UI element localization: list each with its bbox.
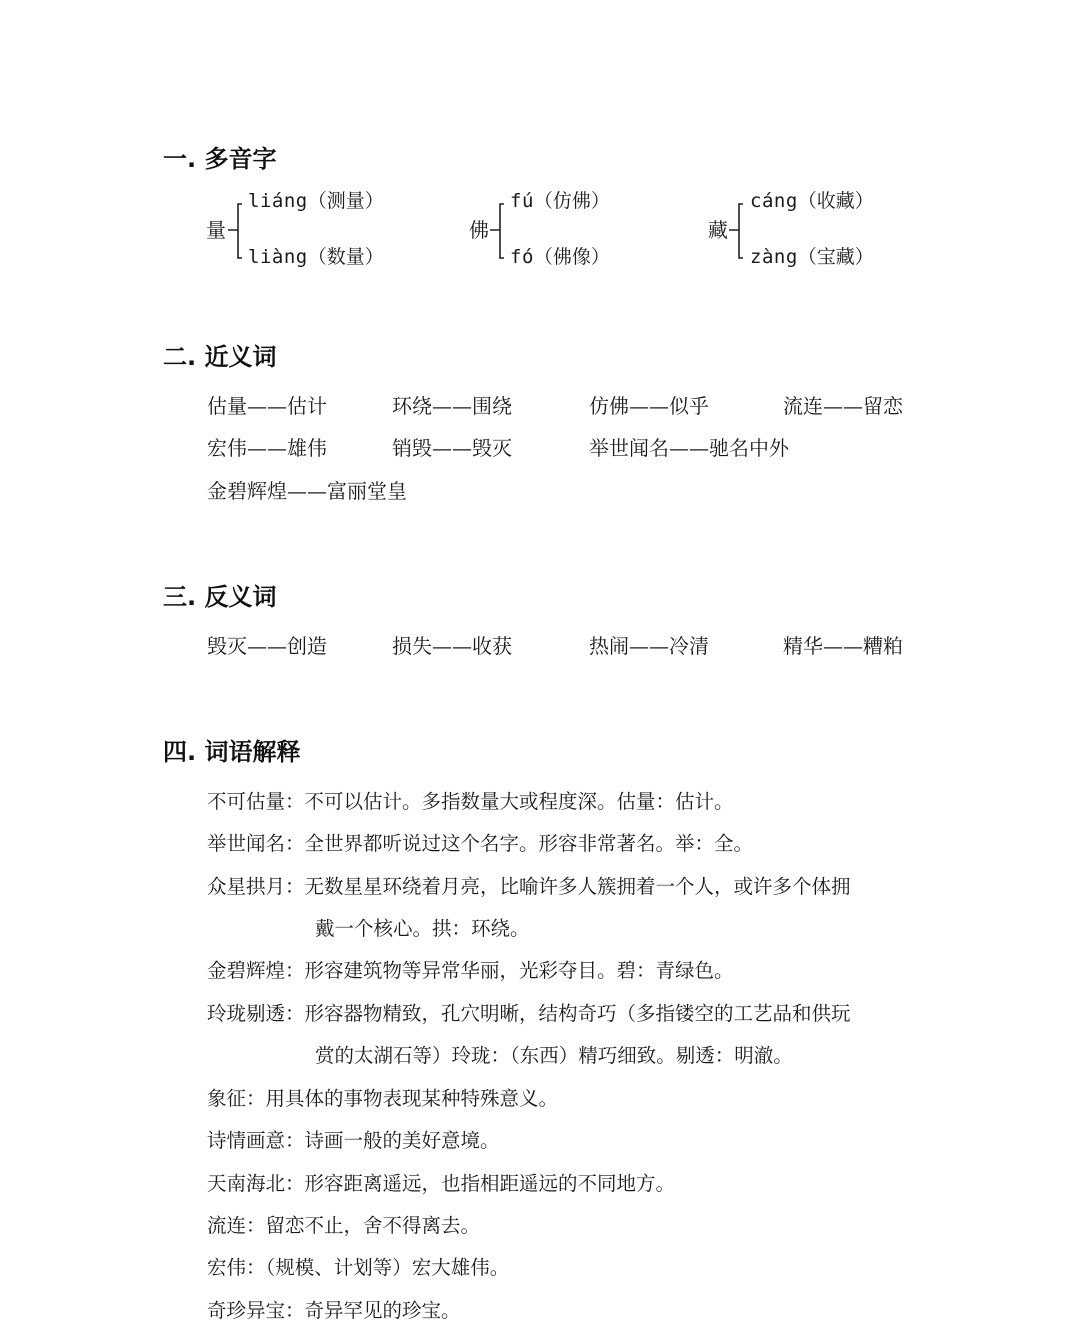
reading-row <box>750 189 874 213</box>
definition-item <box>207 1001 851 1027</box>
antonym-pair: 精华——糟粕 <box>783 634 903 658</box>
definition-text: 留恋不止，舍不得离去。 <box>265 1214 481 1237</box>
definition-item <box>207 1213 480 1239</box>
definition-text: 用具体的事物表现某种特殊意义。 <box>265 1087 559 1110</box>
example-word: （数量） <box>307 246 384 268</box>
brace-icon <box>490 200 510 266</box>
definition-text: （规模、计划等）宏大雄伟。 <box>265 1256 510 1279</box>
pinyin: zàng <box>750 246 798 268</box>
pinyin: fó <box>510 246 534 268</box>
definition-text: 形容器物精致，孔穴明晰，结构奇巧（多指镂空的工艺品和供玩 <box>304 1002 851 1025</box>
synonym-pair: 金碧辉煌——富丽堂皇 <box>207 479 407 503</box>
brace-icon <box>228 200 248 266</box>
definition-item <box>207 831 753 857</box>
synonym-pair: 销毁——毁灭 <box>392 436 512 460</box>
section-heading-definitions: 四. 词语解释 <box>163 738 301 766</box>
synonym-pair: 举世闻名——驰名中外 <box>589 436 789 460</box>
definition-item <box>207 1128 500 1154</box>
example-word: （仿佛） <box>533 190 610 212</box>
definition-term: 不可估量： <box>207 790 305 813</box>
definition-text: 奇异罕见的珍宝。 <box>304 1299 461 1322</box>
definition-continuation: 戴一个核心。拱：环绕。 <box>315 917 530 940</box>
definition-term: 宏伟： <box>207 1256 266 1279</box>
section-heading-synonyms: 二. 近义词 <box>163 343 277 371</box>
definition-text: 形容距离遥远，也指相距遥远的不同地方。 <box>304 1172 676 1195</box>
example-word: （测量） <box>307 190 384 212</box>
definition-item <box>207 1086 558 1112</box>
definition-item <box>207 789 734 815</box>
pinyin: cáng <box>750 190 798 212</box>
definition-item <box>207 1171 675 1197</box>
definition-text: 全世界都听说过这个名字。形容非常著名。举：全。 <box>304 832 754 855</box>
definition-term: 流连： <box>207 1214 266 1237</box>
definition-text: 形容建筑物等异常华丽，光彩夺目。碧：青绿色。 <box>304 959 734 982</box>
antonym-pair: 毁灭——创造 <box>207 634 327 658</box>
definition-term: 众星拱月： <box>207 875 305 898</box>
section-heading-antonyms: 三. 反义词 <box>163 583 277 611</box>
definition-term: 玲珑剔透： <box>207 1002 305 1025</box>
definition-continuation: 赏的太湖石等）玲珑：（东西）精巧细致。剔透：明澈。 <box>315 1044 793 1067</box>
definition-item <box>207 1298 461 1324</box>
antonym-pair: 热闹——冷清 <box>589 634 709 658</box>
reading-row <box>248 245 384 269</box>
section-heading-polyphonic: 一. 多音字 <box>163 145 277 173</box>
definition-term: 举世闻名： <box>207 832 305 855</box>
synonym-pair: 估量——估计 <box>207 394 327 418</box>
definition-item <box>207 958 734 984</box>
definition-item <box>207 874 851 900</box>
example-word: （佛像） <box>533 246 610 268</box>
reading-row <box>750 245 874 269</box>
definition-term: 天南海北： <box>207 1172 305 1195</box>
example-word: （宝藏） <box>797 246 874 268</box>
definition-term: 金碧辉煌： <box>207 959 305 982</box>
synonym-pair: 环绕——围绕 <box>392 394 512 418</box>
pinyin: fú <box>510 190 534 212</box>
polyphonic-char: 量 <box>206 218 226 242</box>
definition-text: 不可以估计。多指数量大或程度深。估量：估计。 <box>304 790 734 813</box>
polyphonic-char: 佛 <box>469 218 489 242</box>
pinyin: liàng <box>248 246 308 268</box>
definition-term: 奇珍异宝： <box>207 1299 305 1322</box>
example-word: （收藏） <box>797 190 874 212</box>
definition-term: 象征： <box>207 1087 266 1110</box>
antonym-pair: 损失——收获 <box>392 634 512 658</box>
synonym-pair: 流连——留恋 <box>783 394 903 418</box>
synonym-pair: 仿佛——似乎 <box>589 394 709 418</box>
pinyin: liáng <box>248 190 308 212</box>
synonym-pair: 宏伟——雄伟 <box>207 436 327 460</box>
definition-item <box>207 1255 509 1281</box>
definition-text: 无数星星环绕着月亮，比喻许多人簇拥着一个人，或许多个体拥 <box>304 875 851 898</box>
definition-text: 诗画一般的美好意境。 <box>304 1129 500 1152</box>
reading-row <box>510 245 610 269</box>
reading-row <box>510 189 610 213</box>
definition-term: 诗情画意： <box>207 1129 305 1152</box>
reading-row <box>248 189 384 213</box>
polyphonic-char: 藏 <box>708 218 728 242</box>
brace-icon <box>729 200 749 266</box>
